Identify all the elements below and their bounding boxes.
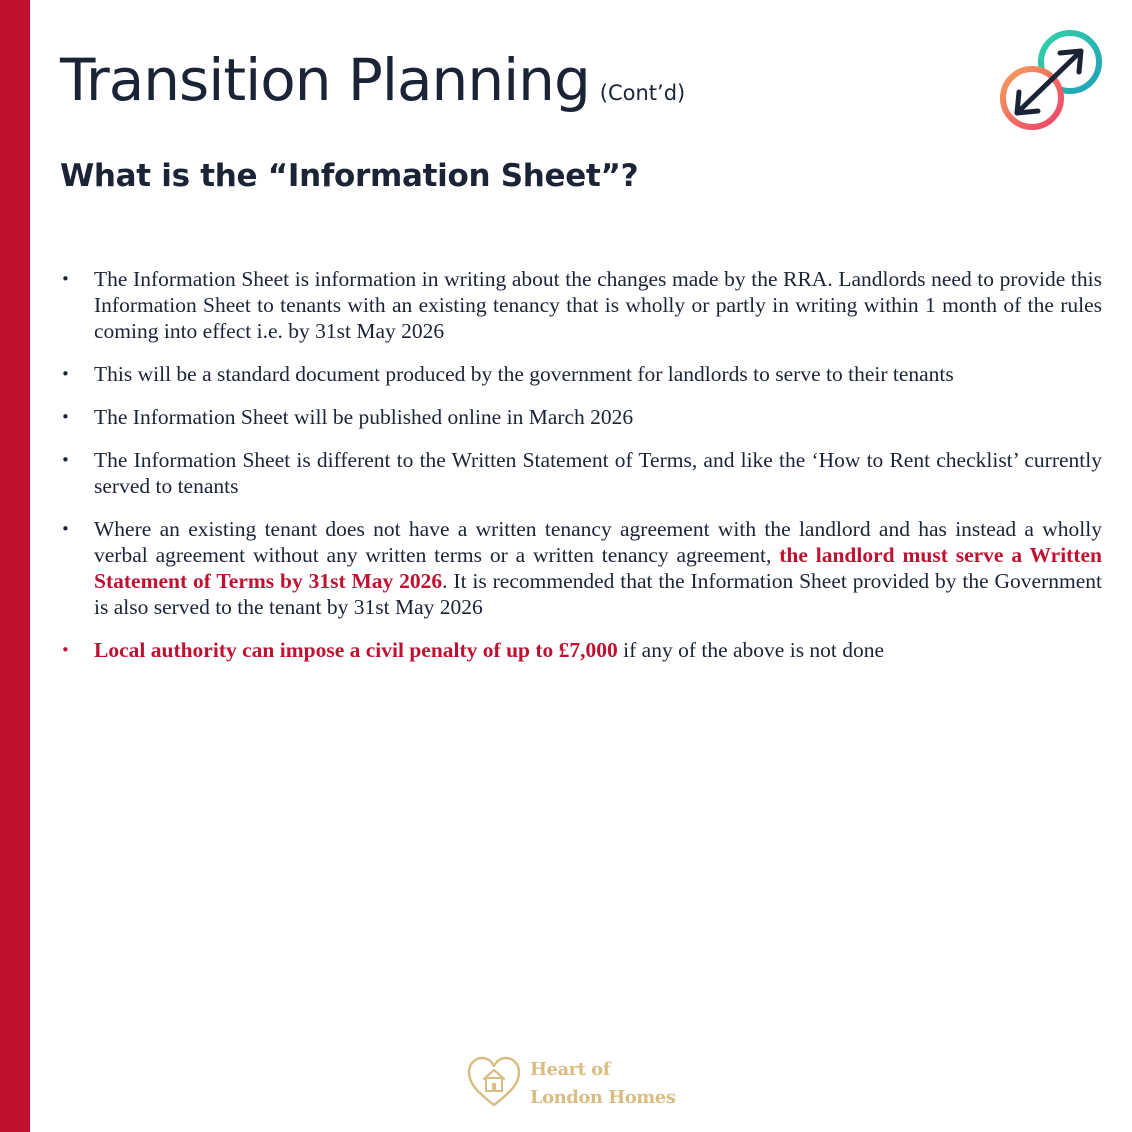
bullet-text: . It is recommended that the Information Sheet provided by the Government is also served to the tenant by 31st May 2026 [94, 569, 1103, 619]
brand-name-line1: Heart of [530, 1059, 610, 1080]
bullet-text: The Information Sheet will be published online in March 2026 [94, 405, 634, 429]
bullet-dot-icon: • [61, 520, 70, 538]
bullet-list [61, 266, 1103, 680]
bullet-text: This will be a standard document produced by the government for landlords to serve to their tenants [94, 362, 954, 386]
page-title-text: Transition Planning [60, 46, 590, 114]
bullet-item [61, 637, 1102, 663]
bullet-dot-icon: • [61, 451, 70, 469]
section-heading: What is the “Information Sheet”? [60, 158, 639, 194]
bullet-dot-icon: • [61, 365, 70, 383]
bullet-dot-icon: • [61, 641, 70, 659]
bullet-text: if any of the above is not done [617, 638, 885, 662]
swap-arrows-icon [994, 26, 1106, 136]
bullet-item [61, 404, 1102, 430]
highlighted-text: the landlord must serve a Written Statement of Terms by 31st May 2026 [94, 543, 1103, 593]
brand-name-line2: London Homes [530, 1087, 676, 1108]
bullet-dot-icon: • [61, 270, 70, 288]
bullet-item [61, 447, 1102, 499]
bullet-text: The Information Sheet is information in writing about the changes made by the RRA. Landlords need to provide this Information Sheet to tenants with an existing tenancy that is wholly or partly in writing within 1 month of the rules coming into effect i.e. by 31st May 2026 [94, 267, 1102, 343]
bullet-dot-icon: • [61, 408, 70, 426]
bullet-item [61, 266, 1102, 344]
brand-logo [466, 1055, 676, 1111]
page-title-suffix: (Cont’d) [599, 81, 686, 105]
bullet-text: Where an existing tenant does not have a written tenancy agreement with the landlord and has instead a wholly verbal agreement without any written terms or a written tenancy agreement, [94, 517, 1102, 567]
bullet-text: The Information Sheet is different to the Written Statement of Terms, and like the ‘How to Rent checklist’ currently served to tenants [94, 448, 1102, 498]
left-accent-bar [0, 0, 30, 1132]
heart-house-icon [466, 1055, 522, 1109]
page-title [60, 46, 685, 114]
highlighted-text: Local authority can impose a civil penalty of up to £7,000 [94, 638, 618, 662]
bullet-item [61, 516, 1103, 620]
bullet-item [61, 361, 1102, 387]
